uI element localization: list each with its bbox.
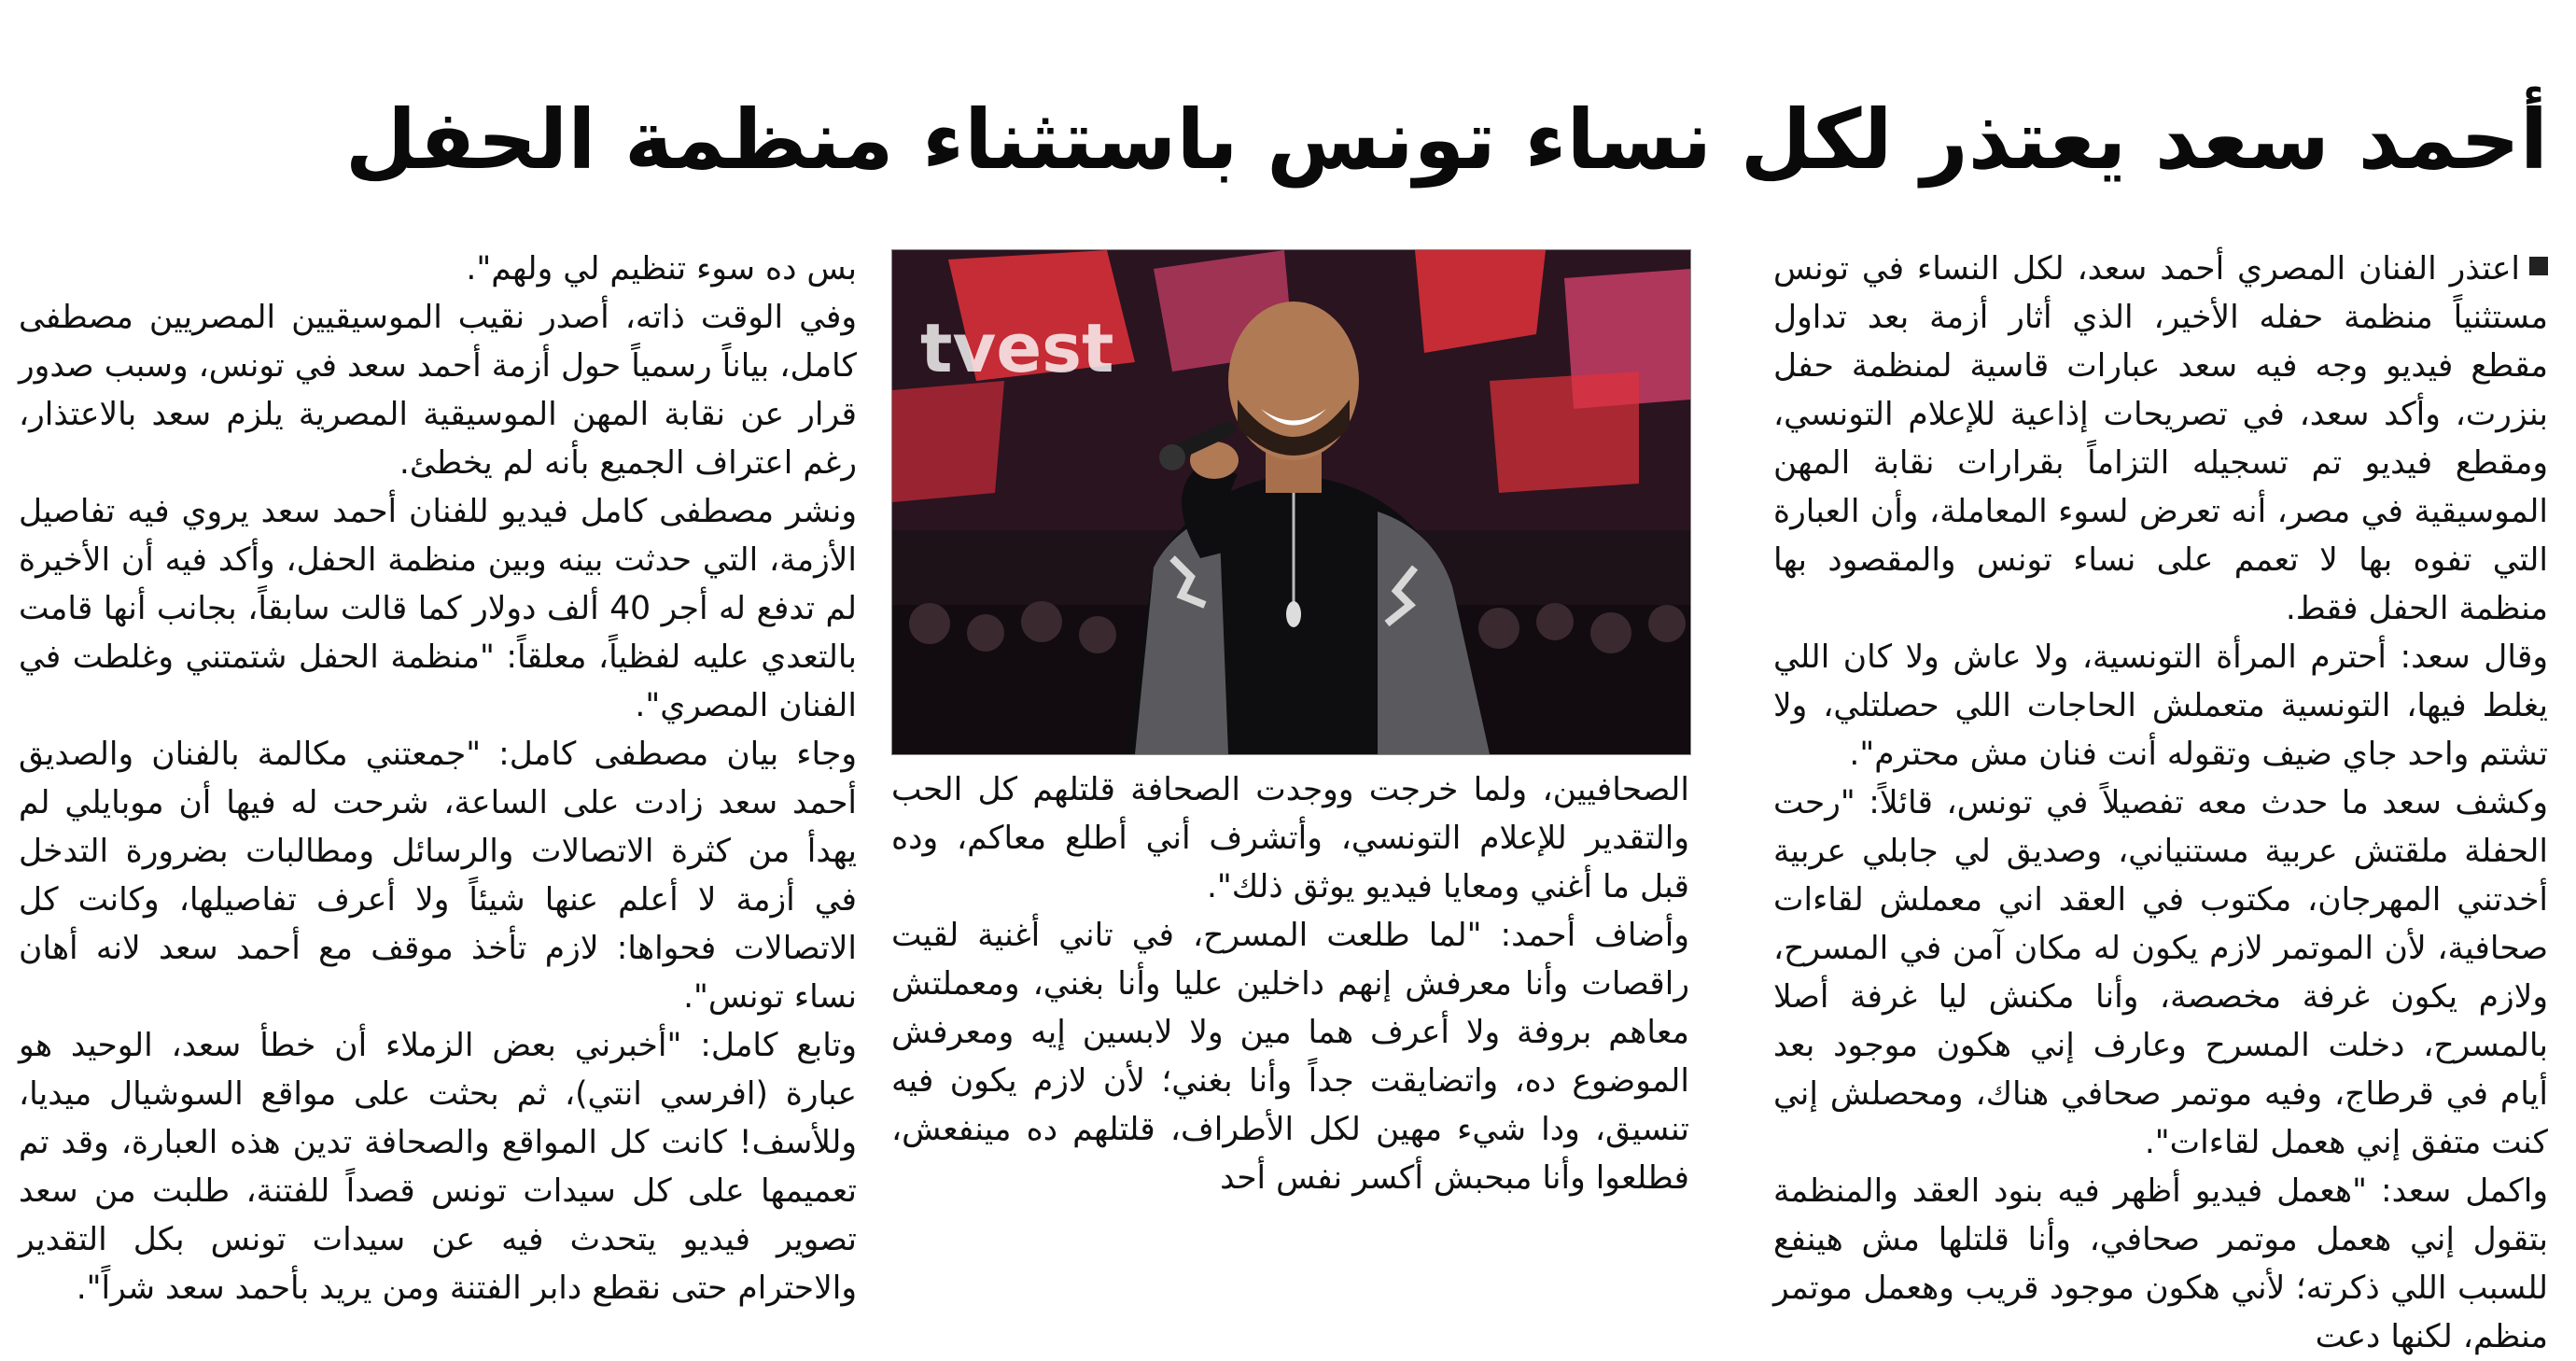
article-column-middle — [891, 765, 1689, 1214]
bullet-square-icon — [2529, 257, 2548, 275]
stage-banner-text: tvest — [920, 309, 1114, 387]
paragraph: وجاء بيان مصطفى كامل: "جمعتني مكالمة بالفنان والصديق أحمد سعد زادت على الساعة، شرحت له فيها أن موبايلي لم يهدأ من كثرة الاتصالات والرسائل ومطالبات بضرورة التدخل في أزمة لا أعلم عنها شيئاً ولا أعرف تفاصيلها، وكانت كل الاتصالات فحواها: لازم تأخذ موقف مع أحمد سعد لانه أهان نساء تونس". — [19, 736, 857, 1016]
article-photo — [891, 249, 1691, 755]
paragraph: الصحافيين، ولما خرجت ووجدت الصحافة قلتلهم كل الحب والتقدير للإعلام التونسي، وأتشرف أني أطلع معاكم، وده قبل ما أغني ومعايا فيديو يوثق ذلك". — [891, 771, 1689, 905]
paragraph: وأضاف أحمد: "لما طلعت المسرح، في تاني أغنية لقيت راقصات وأنا معرفش إنهم داخلين عليا وأنا بغني، ومعملتش معاهم بروفة ولا أعرف هما مين ولا لابسين إيه ومعرفش الموضوع ده، واتضايقت جداً وأنا بغني؛ لأن لازم يكون فيه تنسيق، ودا شيء مهين لكل الأطراف، قلتلهم ده مينفعش، فطلعوا وأنا مبحبش أكسر نفس أحد — [891, 917, 1689, 1197]
paragraph: بس ده سوء تنظيم لي ولهم". — [466, 250, 857, 288]
singer-photo-illustration — [892, 250, 1690, 754]
paragraph — [1773, 245, 2548, 633]
paragraph: واكمل سعد: "هعمل فيديو أظهر فيه بنود العقد والمنظمة بتقول إني هعمل موتمر صحافي، وأنا قلتلها مش هينفع للسبب اللي ذكرته؛ لأني هكون موجود قريب وهعمل موتمر منظم، لكنها دعت — [1773, 1172, 2548, 1355]
paragraph: وتابع كامل: "أخبرني بعض الزملاء أن خطأ سعد، الوحيد هو عبارة (افرسي انتي)، ثم بحثت على مواقع السوشيال ميديا، وللأسف! كانت كل المواقع والصحافة تدين هذه العبارة، وقد تم تعميمها على كل سيدات تونس قصداً للفتنة، طلبت من سعد تصوير فيديو يتحدث فيه عن سيدات تونس بكل التقدير والاحترام حتى نقطع دابر الفتنة ومن يريد بأحمد سعد شراً". — [19, 1027, 857, 1307]
article-column-right — [1773, 245, 2548, 1355]
paragraph-text: اعتذر الفنان المصري أحمد سعد، لكل النساء في تونس مستثنياً منظمة حفله الأخير، الذي أثار أزمة بعد تداول مقطع فيديو وجه فيه سعد عبارات قاسية لمنظمة حفل بنزرت، وأكد سعد، في تصريحات إذاعية للإعلام التونسي، ومقطع فيديو تم تسجيله التزاماً بقرارات نقابة المهن الموسيقية في مصر، أنه تعرض لسوء المعاملة، وأن العبارة التي تفوه بها لا تعمم على نساء تونس والمقصود بها منظمة الحفل فقط. — [1773, 250, 2548, 627]
paragraph: وفي الوقت ذاته، أصدر نقيب الموسيقيين المصريين مصطفى كامل، بياناً رسمياً حول أزمة أحمد سعد في تونس، وسبب صدور قرار عن نقابة المهن الموسيقية المصرية يلزم سعد بالاعتذار، رغم اعتراف الجميع بأنه لم يخطئ. — [19, 299, 857, 482]
article-column-left — [19, 245, 858, 1307]
paragraph: ونشر مصطفى كامل فيديو للفنان أحمد سعد يروي فيه تفاصيل الأزمة، التي حدثت بينه وبين منظمة الحفل، وأكد فيه أن الأخيرة لم تدفع له أجر 40 ألف دولار كما قالت سابقاً، بجانب أنها قامت بالتعدي عليه لفظياً، معلقاً: "منظمة الحفل شتمتني وغلطت في الفنان المصري". — [19, 493, 858, 724]
headline: أحمد سعد يعتذر لكل نساء تونس باستثناء منظمة الحفل — [344, 91, 2548, 188]
paragraph: وقال سعد: أحترم المرأة التونسية، ولا عاش ولا كان اللي يغلط فيها، التونسية متعملش الحاجات اللي حصلتلي، ولا تشتم واحد جاي ضيف وتقوله أنت فنان مش محترم". — [1773, 638, 2548, 773]
paragraph: وكشف سعد ما حدث معه تفصيلاً في تونس، قائلاً: "رحت الحفلة ملقتش عربية مستنياني، وصديق لي جابلي عربية أخدتني المهرجان، مكتوب في العقد اني معملش لقاءات صحافية، لأن الموتمر لازم يكون له مكان آمن في المسرح، ولازم يكون غرفة مخصصة، وأنا مكنش ليا غرفة أصلا بالمسرح، دخلت المسرح وعارف إني هكون موجود بعد أيام في قرطاج، وفيه موتمر صحافي هناك، ومحصلش إني كنت متفق إني هعمل لقاءات". — [1773, 784, 2548, 1161]
